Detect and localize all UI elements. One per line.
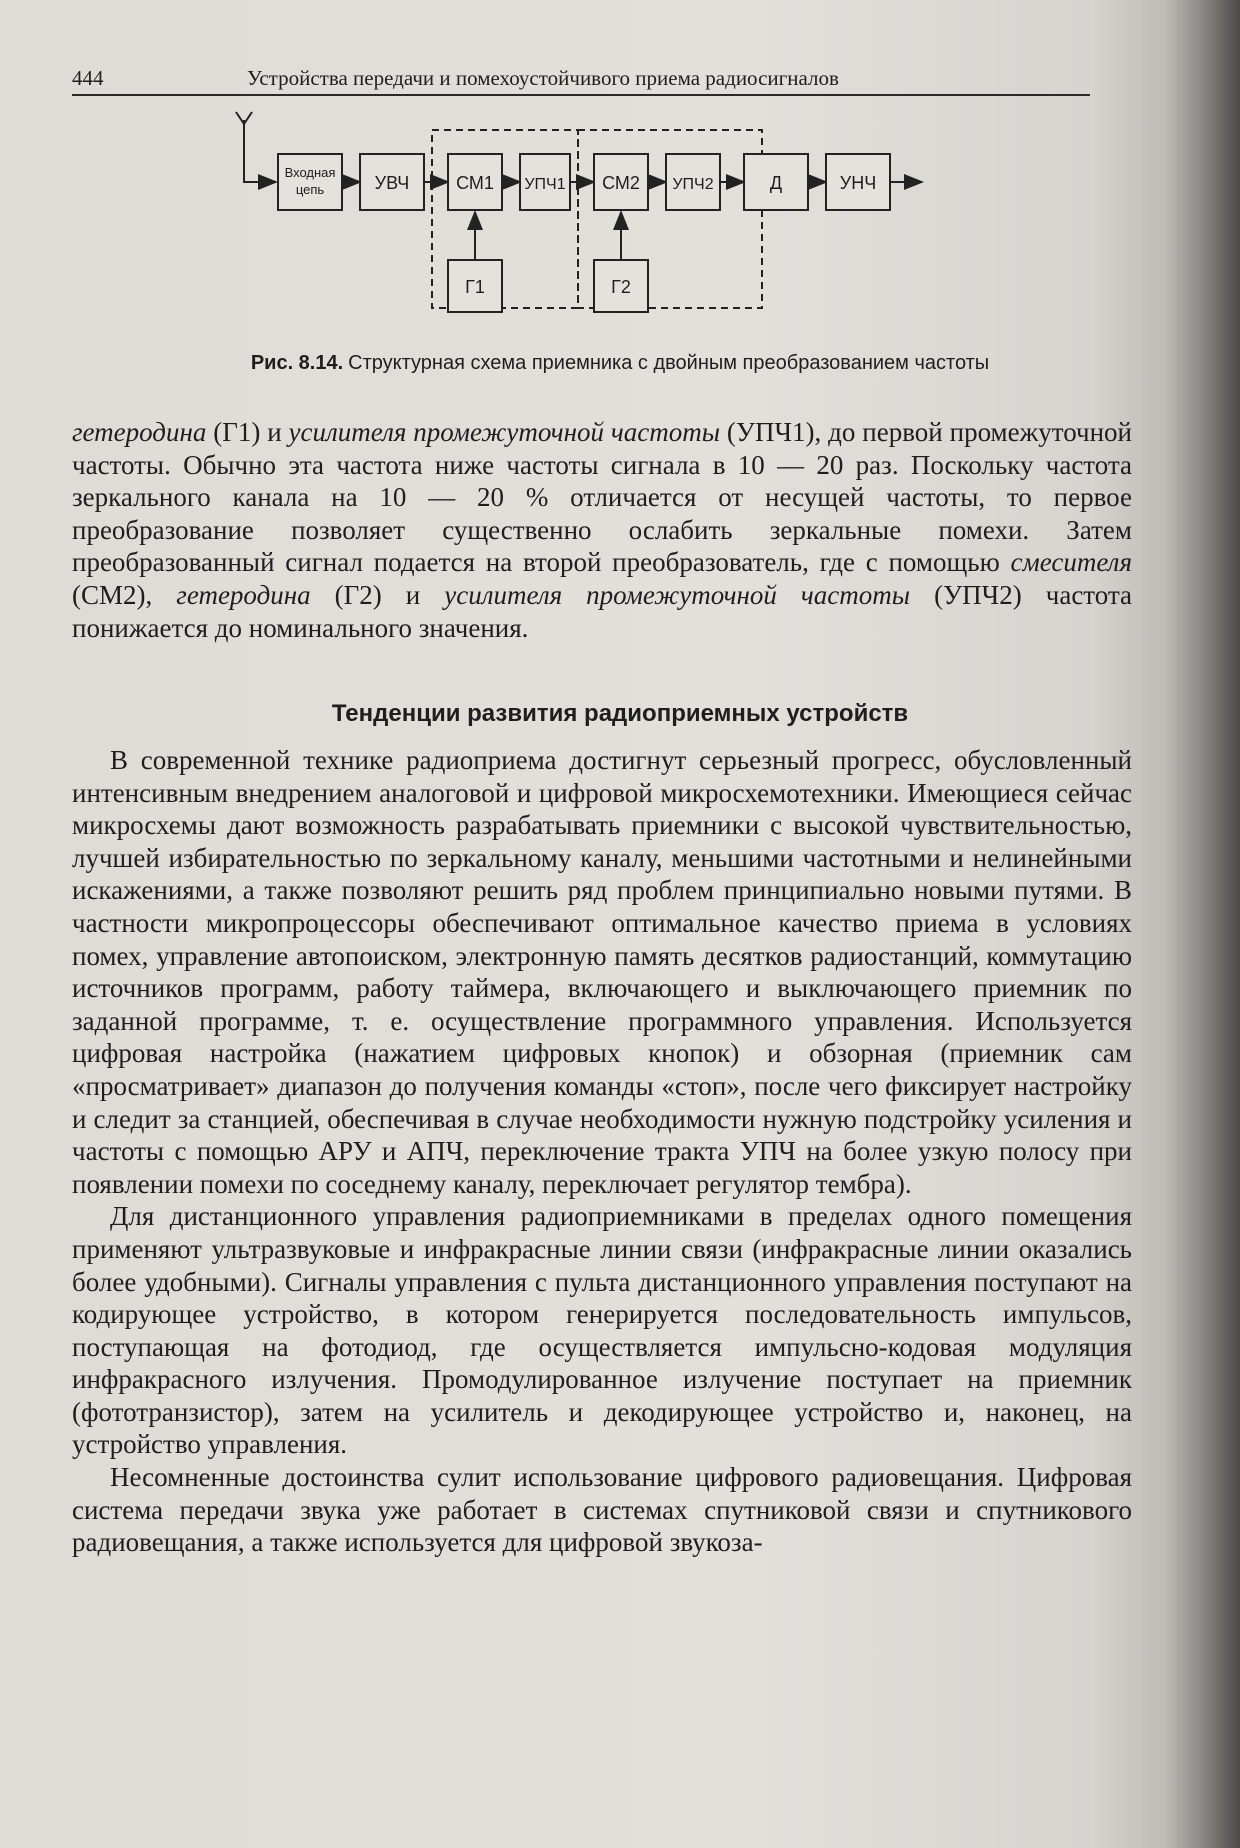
block-upch1: УПЧ1 [524, 176, 566, 193]
block-input-circuit-line2: цепь [295, 182, 325, 197]
figure-caption-text: Структурная схема приемника с двойным преобразованием частоты [348, 352, 990, 374]
term-upch: усилителя промежуточной частоты [288, 417, 721, 447]
block-upch2: УПЧ2 [672, 176, 714, 193]
text-run: (Г1) и [206, 417, 289, 447]
text-run: (УПЧ2) частота понижается до номинального значения. [72, 579, 1132, 643]
running-title: Устройства передачи и помехоустойчивого приема радиосигналов [247, 66, 839, 90]
figure-caption [0, 352, 1240, 375]
section-heading: Тенденции развития радиоприемных устройств [331, 700, 909, 727]
block-detector: Д [769, 173, 783, 193]
figure-label: Рис. 8.14. [250, 352, 344, 374]
block-input-circuit-line1: Входная [284, 165, 336, 180]
paragraph: Несомненные достоинства сулит использование цифрового радиовещания. Цифровая система передачи звука уже работает в системах спутниковой связи и спутникового радиовещания, а также используется для цифровой звукоза- [72, 1462, 1132, 1558]
block-uvch: УВЧ [374, 173, 410, 193]
page-header [72, 62, 1090, 96]
block-g1: Г1 [465, 277, 485, 297]
block-unch: УНЧ [839, 173, 877, 193]
term-geterodin: гетеродина [176, 579, 311, 610]
text-run: (Г2) и [310, 579, 445, 610]
block-sm1: СМ1 [456, 173, 494, 193]
section-body [72, 744, 1132, 1559]
term-smesitel: смесителя [1010, 547, 1132, 578]
paragraph-continuation [72, 416, 1132, 644]
paragraph: Для дистанционного управления радиоприемниками в пределах одного помещения применяют ультразвуковые и инфракрасные линии связи (инфракрасные линии оказались более удобными). Сигналы управления с пульта дистанционного управления поступают на кодирующее устройство, в котором генерируется последовательность импульсов, поступающая на фотодиод, где осуществляется импульсно-кодовая модуляция инфракрасного излучения. Промодулированное излучение поступает на приемник (фототранзистор), затем на усилитель и декодирующее устройство и, наконец, на устройство управления. [72, 1201, 1132, 1460]
term-geterodin: гетеродина [72, 417, 207, 447]
block-sm2: СМ2 [602, 173, 640, 193]
text-run: (УПЧ1), до первой промежуточной частоты. Обычно эта частота ниже частоты сигнала в 10 — 20 раз. Поскольку частота зеркального канала на 10 — 20 % отличается от несущей частоты, то первое преобразование позволяет существенно ослабить зеркальные помехи. Затем преобразованный сигнал подается на второй преобразователь, где с помощью [72, 417, 1132, 578]
block-g2: Г2 [611, 277, 631, 297]
term-upch: усилителя промежуточной частоты [444, 579, 911, 610]
page-number: 444 [72, 66, 104, 90]
text-run: (СМ2), [72, 579, 177, 610]
paragraph: В современной технике радиоприема достигнут серьезный прогресс, обусловленный интенсивным внедрением аналоговой и цифровой микросхемотехники. Имеющиеся сейчас микросхемы дают возможность разрабатывать приемники с высокой чувствительностью, лучшей избирательностью по зеркальному каналу, меньшими частотными и нелинейными искажениями, а также позволяют решить ряд проблем принципиально новыми путями. В частности микропроцессоры обеспечивают оптимальное качество приема в условиях помех, управление автопоиском, электронную память десятков радиостанций, коммутацию источников программ, работу таймера, включающего и выключающего приемник по заданной программе, т. е. осуществление программного управления. Используется цифровая настройка (нажатием цифровых кнопок) и обзорная (приемник сам «просматривает» диапазон до получения команды «стоп», после чего фиксирует настройку и следит за станцией, обеспечивая в случае необходимости нужную подстройку усиления и частоты с помощью АРУ и АПЧ, переключение тракта УПЧ на более узкую полосу при появлении помехи по соседнему каналу, переключает регулятор тембра). [72, 745, 1132, 1199]
receiver-block-diagram [230, 110, 1010, 320]
